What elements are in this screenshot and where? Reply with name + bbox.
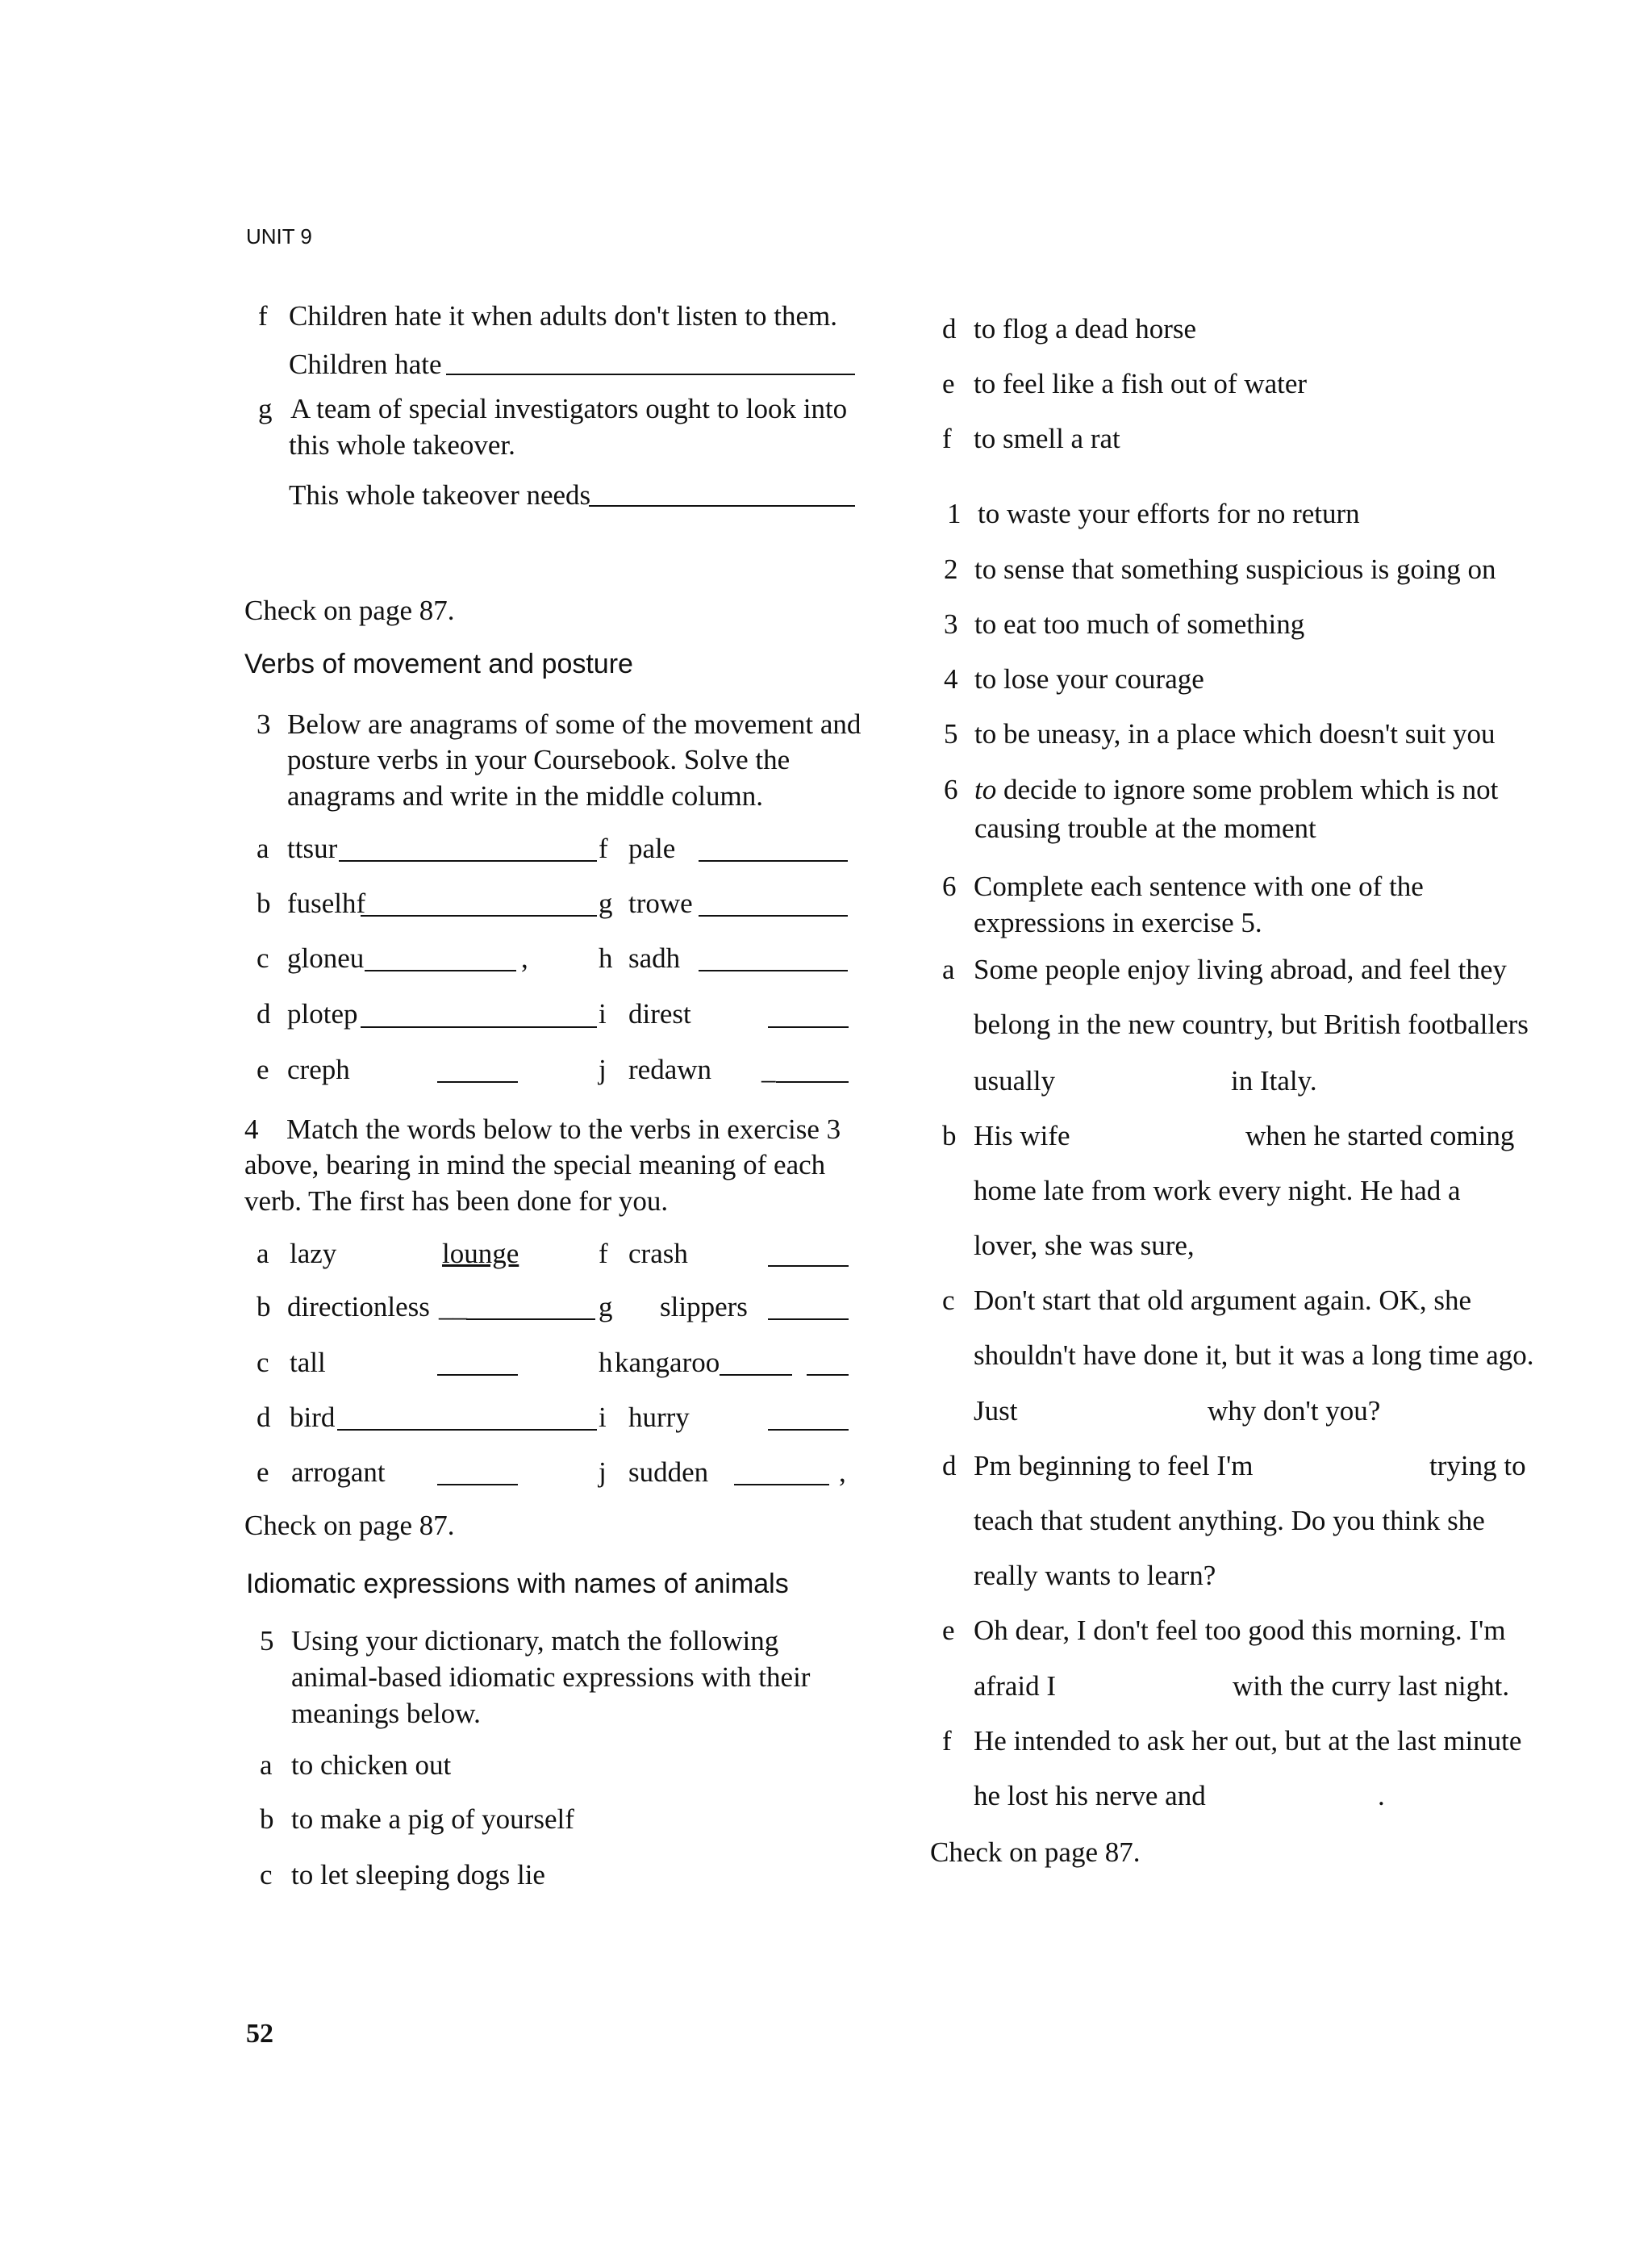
meaning-item: causing trouble at the moment	[974, 813, 1316, 844]
unit-header: UNIT 9	[246, 224, 312, 249]
row-letter: a	[257, 833, 269, 864]
sentence-text: .	[1378, 1780, 1385, 1811]
anagram-word: pale	[628, 833, 676, 864]
sentence-text: Pm beginning to feel I'm	[974, 1450, 1254, 1481]
answer-line[interactable]	[361, 915, 597, 917]
row-letter: b	[257, 888, 271, 919]
match-word: kangaroo	[615, 1347, 720, 1378]
meaning-number: 5	[944, 718, 958, 750]
answer-line[interactable]	[768, 1318, 849, 1320]
row-letter: f	[599, 1238, 608, 1269]
answer-line[interactable]	[699, 970, 848, 971]
answer-line[interactable]	[768, 1265, 849, 1267]
answer-line[interactable]	[807, 1374, 849, 1376]
exercise-text: animal-based idiomatic expressions with their	[291, 1661, 811, 1693]
row-letter: a	[942, 954, 955, 985]
anagram-word: creph	[287, 1054, 350, 1085]
answer-line[interactable]	[437, 1081, 518, 1083]
meaning-item: to eat too much of something	[974, 608, 1305, 640]
item-g-prompt: This whole takeover needs	[289, 479, 591, 511]
row-letter: g	[599, 1291, 613, 1322]
anagram-word: gloneu	[287, 942, 365, 974]
anagram-word: fuselhf	[287, 888, 366, 919]
sentence-text: Some people enjoy living abroad, and feel they	[974, 954, 1507, 985]
sentence-text: Just	[974, 1395, 1018, 1427]
section-heading: Verbs of movement and posture	[244, 649, 633, 679]
answer-line[interactable]	[589, 505, 855, 507]
item-g-text: A team of special investigators ought to look into	[290, 393, 848, 424]
anagram-word: trowe	[628, 888, 693, 919]
row-letter: d	[257, 998, 271, 1030]
row-letter: e	[942, 1615, 955, 1646]
meaning-item: to sense that something suspicious is going on	[974, 554, 1496, 585]
meaning-number: 3	[944, 608, 958, 640]
sentence-text: when he started coming	[1245, 1120, 1515, 1151]
answer-line[interactable]	[768, 1026, 849, 1028]
match-word: crash	[628, 1238, 688, 1269]
example-answer: lounge	[442, 1238, 519, 1269]
row-letter: d	[257, 1402, 271, 1433]
exercise-text: verb. The first has been done for you.	[244, 1185, 669, 1217]
exercise-number: 5	[260, 1625, 274, 1656]
row-letter: c	[257, 942, 269, 974]
answer-line[interactable]	[776, 1081, 849, 1083]
anagram-word: ttsur	[287, 833, 338, 864]
punctuation: ,	[521, 942, 528, 974]
meaning-number: 4	[944, 663, 958, 695]
match-word: lazy	[290, 1238, 337, 1269]
meaning-item	[974, 772, 1498, 808]
row-letter: j	[599, 1054, 607, 1085]
match-word: hurry	[628, 1402, 690, 1433]
idiom-item: to smell a rat	[974, 423, 1120, 454]
row-letter: c	[942, 1285, 955, 1316]
italic-word: to	[974, 774, 997, 805]
sentence-text: home late from work every night. He had a	[974, 1175, 1461, 1206]
sentence-text: belong in the new country, but British footballers	[974, 1009, 1529, 1040]
match-word: arrogant	[291, 1456, 386, 1488]
item-f-prompt: Children hate	[289, 349, 442, 380]
answer-line[interactable]	[720, 1374, 792, 1376]
meaning-item: to waste your efforts for no return	[978, 498, 1360, 529]
row-letter: c	[257, 1347, 269, 1378]
row-letter: g	[599, 888, 613, 919]
sentence-text: really wants to learn?	[974, 1560, 1216, 1591]
exercise-number: 4	[244, 1113, 259, 1145]
anagram-word: direst	[628, 998, 691, 1030]
punctuation: ,	[839, 1456, 846, 1488]
row-letter: f	[942, 423, 952, 454]
item-letter: g	[258, 393, 273, 424]
match-word: bird	[290, 1402, 336, 1433]
sentence-text: he lost his nerve and	[974, 1780, 1206, 1811]
anagram-word: sadh	[628, 942, 681, 974]
row-letter: a	[257, 1238, 269, 1269]
exercise-text: expressions in exercise 5.	[974, 907, 1262, 938]
meaning-number: 2	[944, 554, 958, 585]
answer-line[interactable]	[699, 915, 848, 917]
sentence-text: Don't start that old argument again. OK, she	[974, 1285, 1472, 1316]
sentence-text: lover, she was sure,	[974, 1230, 1195, 1261]
sentence-text: He intended to ask her out, but at the last minute	[974, 1725, 1522, 1757]
meaning-number: 6	[944, 774, 958, 805]
check-note: Check on page 87.	[244, 1510, 455, 1541]
match-word: sudden	[628, 1456, 709, 1488]
row-letter: i	[599, 998, 607, 1030]
section-heading: Idiomatic expressions with names of animals	[246, 1569, 789, 1599]
answer-line[interactable]	[768, 1429, 849, 1431]
answer-line[interactable]	[361, 1026, 597, 1028]
answer-line[interactable]	[466, 1318, 595, 1320]
meaning-item: to lose your courage	[974, 663, 1204, 695]
punctuation: __	[439, 1291, 467, 1322]
match-word: slippers	[660, 1291, 748, 1322]
punctuation: _	[761, 1054, 776, 1085]
exercise-number: 6	[942, 871, 957, 902]
item-f-text: Children hate it when adults don't listen to them.	[289, 300, 837, 332]
exercise-text: posture verbs in your Coursebook. Solve the	[287, 744, 791, 775]
row-letter: b	[260, 1803, 274, 1835]
answer-line[interactable]	[446, 374, 855, 375]
idiom-item: to let sleeping dogs lie	[291, 1859, 545, 1890]
row-letter: j	[599, 1456, 607, 1488]
meaning-text: decide to ignore some problem which is not	[996, 774, 1499, 805]
idiom-item: to make a pig of yourself	[291, 1803, 574, 1835]
exercise-text: meanings below.	[291, 1698, 481, 1729]
meaning-number: 1	[947, 498, 962, 529]
exercise-text: Match the words below to the verbs in exercise 3	[286, 1113, 841, 1145]
sentence-text: in Italy.	[1231, 1065, 1317, 1097]
row-letter: f	[942, 1725, 952, 1757]
meaning-item: to be uneasy, in a place which doesn't suit you	[974, 718, 1496, 750]
answer-line[interactable]	[365, 970, 516, 971]
item-g-text: this whole takeover.	[289, 429, 515, 461]
row-letter: d	[942, 313, 957, 345]
sentence-text: His wife	[974, 1120, 1070, 1151]
check-note: Check on page 87.	[930, 1836, 1141, 1868]
row-letter: e	[257, 1054, 269, 1085]
exercise-text: anagrams and write in the middle column.	[287, 780, 763, 812]
idiom-item: to flog a dead horse	[974, 313, 1197, 345]
row-letter: e	[257, 1456, 269, 1488]
answer-line[interactable]	[734, 1484, 829, 1485]
sentence-text: usually	[974, 1065, 1056, 1097]
sentence-text: trying to	[1429, 1450, 1526, 1481]
sentence-text: teach that student anything. Do you think she	[974, 1505, 1485, 1536]
row-letter: b	[257, 1291, 271, 1322]
row-letter: c	[260, 1859, 273, 1890]
sentence-text: why don't you?	[1208, 1395, 1381, 1427]
row-letter: e	[942, 368, 955, 399]
answer-line[interactable]	[339, 860, 597, 862]
exercise-text: above, bearing in mind the special meaning of each	[244, 1149, 826, 1180]
idiom-item: to chicken out	[291, 1749, 452, 1781]
check-note: Check on page 87.	[244, 595, 455, 626]
sentence-text: Oh dear, I don't feel too good this morning. I'm	[974, 1615, 1506, 1646]
row-letter: d	[942, 1450, 957, 1481]
row-letter: h	[599, 1347, 613, 1378]
row-letter: i	[599, 1402, 607, 1433]
anagram-word: plotep	[287, 998, 358, 1030]
answer-line[interactable]	[699, 860, 848, 862]
idiom-item: to feel like a fish out of water	[974, 368, 1308, 399]
page-number: 52	[246, 2019, 273, 2049]
exercise-number: 3	[257, 708, 271, 740]
row-letter: a	[260, 1749, 273, 1781]
sentence-text: shouldn't have done it, but it was a long time ago.	[974, 1339, 1534, 1371]
answer-line[interactable]	[437, 1484, 518, 1485]
exercise-text: Below are anagrams of some of the movement and	[287, 708, 861, 740]
sentence-text: afraid I	[974, 1670, 1057, 1702]
answer-line[interactable]	[437, 1374, 518, 1376]
exercise-text: Complete each sentence with one of the	[974, 871, 1424, 902]
exercise-text: Using your dictionary, match the following	[291, 1625, 779, 1656]
row-letter: h	[599, 942, 613, 974]
match-word: tall	[290, 1347, 326, 1378]
match-word: directionless	[287, 1291, 430, 1322]
answer-line[interactable]	[337, 1429, 597, 1431]
anagram-word: redawn	[628, 1054, 712, 1085]
row-letter: b	[942, 1120, 957, 1151]
sentence-text: with the curry last night.	[1233, 1670, 1510, 1702]
item-letter: f	[258, 300, 268, 332]
row-letter: f	[599, 833, 608, 864]
